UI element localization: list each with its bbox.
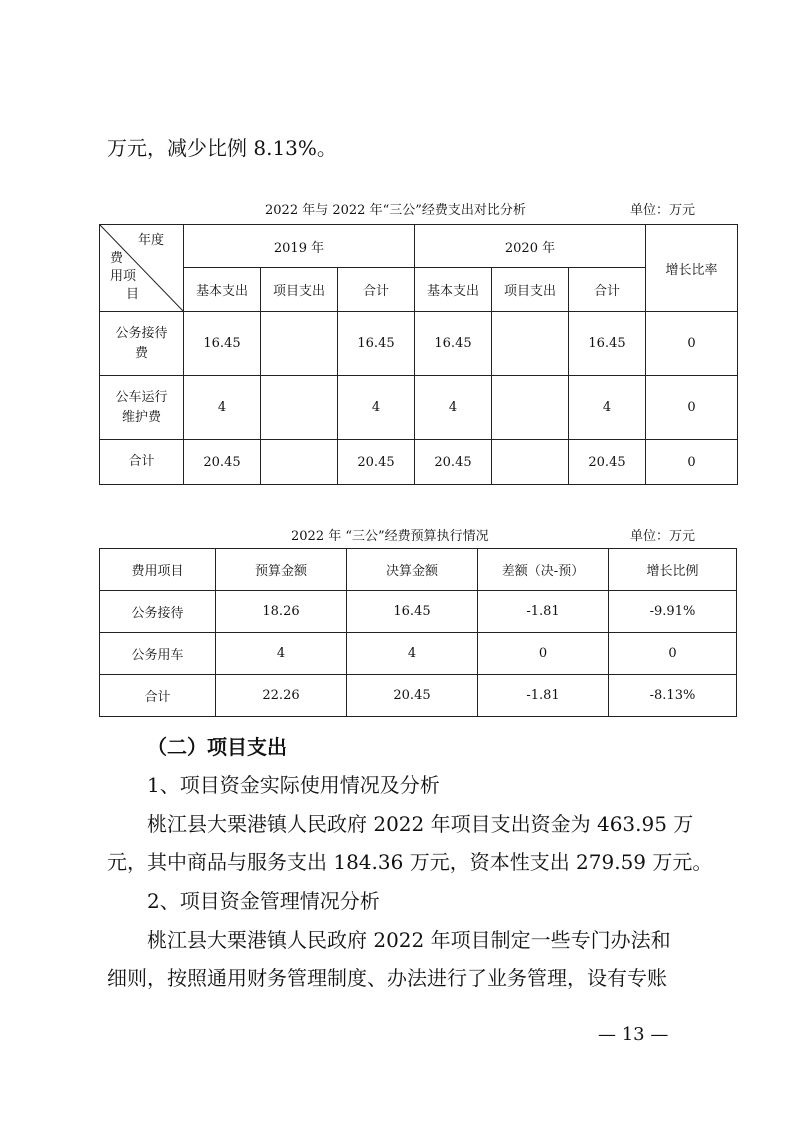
table-cell: 20.45 <box>347 675 478 717</box>
table1-subheader: 基本支出 <box>184 268 261 312</box>
table-cell: 0 <box>646 440 738 485</box>
corner-item-label-2: 用项 <box>110 269 137 284</box>
table-cell: 4 <box>338 376 415 440</box>
table-cell: 4 <box>347 633 478 675</box>
section-heading: （二）项目支出 <box>147 735 287 759</box>
paragraph-line: 细则，按照通用财务管理制度、办法进行了业务管理，设有专账 <box>107 966 667 990</box>
table-cell: 20.45 <box>338 440 415 485</box>
table2-header: 费用项目 <box>100 549 216 591</box>
page-number: — 13 — <box>598 1024 669 1045</box>
row-label-line: 费 <box>134 345 148 361</box>
table2-header: 差额（决-预） <box>478 549 609 591</box>
table-cell <box>492 376 569 440</box>
table1-subheader: 合计 <box>338 268 415 312</box>
table-cell: 合计 <box>100 675 216 717</box>
table-cell <box>492 440 569 485</box>
table2-header: 预算金额 <box>216 549 347 591</box>
row-label <box>100 440 184 485</box>
table2-header: 增长比例 <box>609 549 737 591</box>
table-cell: 4 <box>569 376 646 440</box>
table-cell: 20.45 <box>569 440 646 485</box>
table1-year-a-header: 2019 年 <box>184 225 415 268</box>
row-label <box>100 376 184 440</box>
table-cell: -1.81 <box>478 675 609 717</box>
row-label <box>100 312 184 376</box>
table-cell: -1.81 <box>478 591 609 633</box>
table1-corner-header <box>100 225 184 312</box>
table-header-row <box>100 549 737 591</box>
table-cell: 16.45 <box>184 312 261 376</box>
table1-subheader: 项目支出 <box>492 268 569 312</box>
table-cell <box>492 312 569 376</box>
table-cell: 公务接待 <box>100 591 216 633</box>
subheading-usage: 1、项目资金实际使用情况及分析 <box>147 773 440 797</box>
table1-year-b-header: 2020 年 <box>415 225 646 268</box>
table-cell: 16.45 <box>569 312 646 376</box>
corner-item-label-3: 目 <box>126 287 140 302</box>
table1-unit: 单位：万元 <box>630 203 696 218</box>
row-label-line: 维护费 <box>121 409 161 425</box>
table-cell: 0 <box>478 633 609 675</box>
table-cell: 16.45 <box>338 312 415 376</box>
subheading-management: 2、项目资金管理情况分析 <box>147 889 380 913</box>
paragraph-line: 元，其中商品与服务支出 184.36 万元，资本性支出 279.59 万元。 <box>107 850 713 874</box>
table-cell: 16.45 <box>415 312 492 376</box>
table-cell: 18.26 <box>216 591 347 633</box>
table-cell: 22.26 <box>216 675 347 717</box>
table1 <box>99 224 738 485</box>
table-cell: 0 <box>646 312 738 376</box>
intro-line: 万元，减少比例 8.13%。 <box>107 136 337 160</box>
table1-subheader: 基本支出 <box>415 268 492 312</box>
table-cell: 4 <box>216 633 347 675</box>
row-label-line: 公务接待 <box>115 325 168 341</box>
table-cell: 20.45 <box>184 440 261 485</box>
table-cell <box>261 312 338 376</box>
table1-caption: 2022 年与 2022 年“三公”经费支出对比分析 <box>265 203 526 218</box>
table-cell: 16.45 <box>347 591 478 633</box>
row-label-line: 公车运行 <box>115 389 168 405</box>
table-cell: 4 <box>184 376 261 440</box>
corner-year-label: 年度 <box>138 233 165 248</box>
paragraph-line: 桃江县大栗港镇人民政府 2022 年项目支出资金为 463.95 万 <box>147 812 694 836</box>
paragraph-line: 桃江县大栗港镇人民政府 2022 年项目制定一些专门办法和 <box>147 928 671 952</box>
table-cell <box>261 440 338 485</box>
table2-caption: 2022 年 “三公”经费预算执行情况 <box>291 529 489 544</box>
corner-item-label-1: 费 <box>110 251 124 266</box>
table-cell: 0 <box>646 376 738 440</box>
table2 <box>99 548 737 717</box>
table-cell: 0 <box>609 633 737 675</box>
table-cell: 20.45 <box>415 440 492 485</box>
table-row <box>100 376 738 440</box>
table1-growth-header: 增长比率 <box>646 225 738 312</box>
table-row <box>100 312 738 376</box>
table-cell: -8.13% <box>609 675 737 717</box>
table-cell: 4 <box>415 376 492 440</box>
table2-header: 决算金额 <box>347 549 478 591</box>
table-row <box>100 633 737 675</box>
row-label-line: 合计 <box>128 454 155 469</box>
table1-subheader: 合计 <box>569 268 646 312</box>
table-row <box>100 675 737 717</box>
table-cell: -9.91% <box>609 591 737 633</box>
table-row <box>100 591 737 633</box>
table-cell: 公务用车 <box>100 633 216 675</box>
table2-unit: 单位：万元 <box>630 529 696 544</box>
table-row <box>100 440 738 485</box>
table1-subheader: 项目支出 <box>261 268 338 312</box>
table-cell <box>261 376 338 440</box>
